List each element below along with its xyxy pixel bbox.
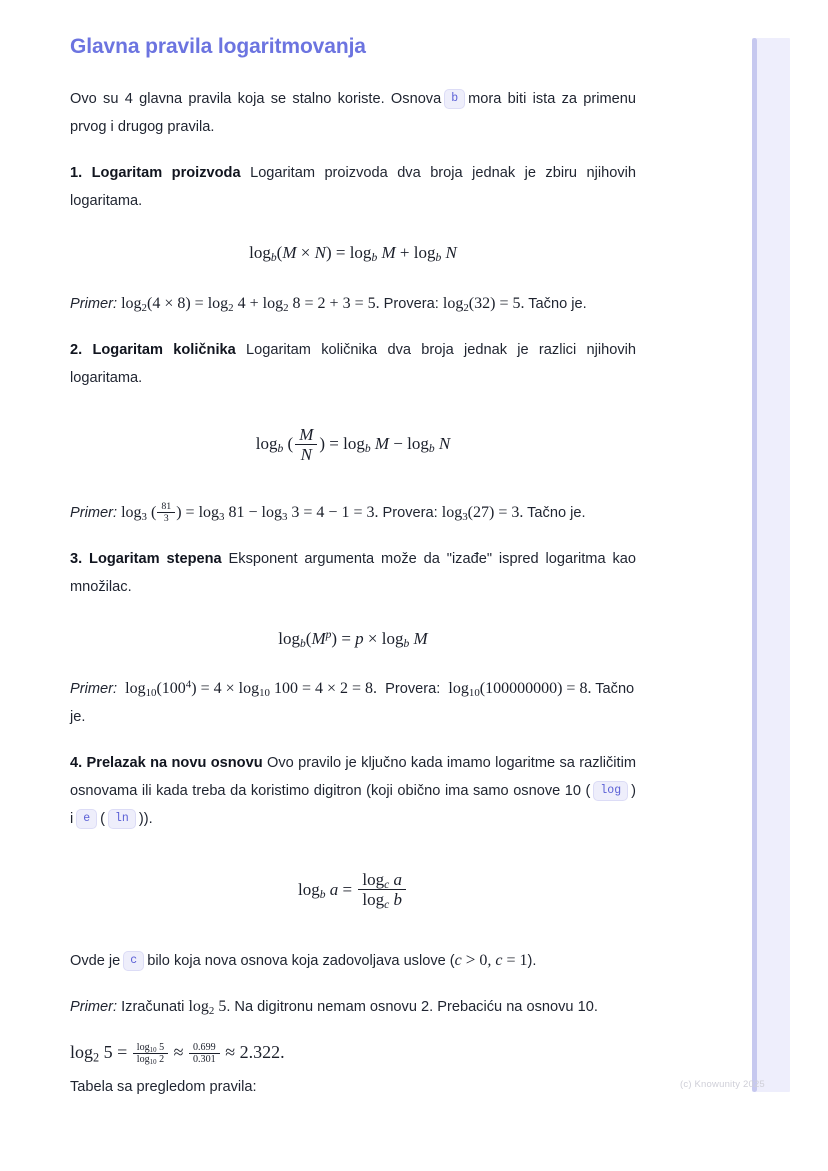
- rule-2-verdict: Tačno je.: [527, 504, 586, 521]
- rule-2-formula-expression: $\log_b$ ( $\frac{M}{N}$ ) = $\log_b M - \log_b N$: [255, 424, 451, 464]
- rule-3-provera-math: $\log_{10}(100000000) = 8$.: [448, 680, 592, 700]
- rule-3-example: [70, 675, 636, 731]
- rule-2-provera-math: $\log_3(27) = 3$.: [441, 503, 524, 523]
- page-title: Glavna pravila logaritmovanja: [70, 35, 366, 58]
- code-chip-log[interactable]: log: [593, 781, 628, 801]
- final-example-math: $\log_2 5$: [188, 998, 227, 1018]
- rule-4-description-part1: Ovo pravilo je ključno kada imamo logaritme sa različitim osnovama ili kada treba da koristimo digitron (koji obično ima samo osnove 10 (: [70, 755, 636, 800]
- final-calc-math: $\log_2 5$ = $\frac{\log_{10} 5}{\log_{10} 2}$ ≈ $\frac{0.699}{0.301}$ ≈ 2.322.: [70, 1041, 285, 1067]
- rule-4-formula: [70, 871, 636, 910]
- final-example-label: Primer:: [70, 999, 118, 1016]
- code-chip-e[interactable]: e: [76, 809, 97, 829]
- rule-3-example-label: Primer:: [70, 681, 118, 698]
- intro-text-after: mora biti ista za primenu prvog i drugog pravila.: [70, 91, 636, 136]
- base-note-paragraph: Ovde je c bilo koja nova osnova koja zadovoljava uslove (c > 0, c = 1).: [70, 950, 537, 970]
- table-intro-text: Tabela sa pregledom pravila:: [70, 1079, 257, 1096]
- final-example-after: . Na digitronu nemam osnovu 2. Prebaciću na osnovu 10.: [226, 999, 598, 1016]
- final-example-before: Izračunati: [121, 999, 185, 1016]
- watermark: (c) Knowunity 2025: [680, 1079, 765, 1090]
- rule-2-description: Logaritam količnika dva broja jednak je razlici njihovih logaritama.: [70, 341, 636, 386]
- rule-4-paragraph: [70, 749, 636, 833]
- rule-4-title: 4. Prelazak na novu osnovu: [70, 755, 263, 772]
- rule-1-title: 1. Logaritam proizvoda: [70, 165, 241, 182]
- rule-3-formula: [70, 627, 636, 650]
- rule-3-title: 3. Logaritam stepena: [70, 550, 222, 567]
- rule-2-title: 2. Logaritam količnika: [70, 341, 236, 358]
- rule-2-example-math: $\log_3$ ( $\frac{81}{3}$ ) = $\log_3 81 - \log_3 3 = 4 - 1 = 3$.: [121, 500, 379, 525]
- rule-1-provera-math: $\log_2(32) = 5$.: [442, 294, 525, 314]
- code-chip-ln[interactable]: ln: [108, 809, 136, 829]
- rule-2-example: [70, 499, 636, 527]
- scrollbar-thumb[interactable]: [752, 38, 757, 1092]
- intro-paragraph: [70, 85, 636, 141]
- intro-text-before: Ovo su 4 glavna pravila koja se stalno koriste. Osnova: [70, 91, 442, 108]
- base-note-before: Ovde je: [70, 953, 121, 970]
- scrollbar-track[interactable]: [752, 38, 790, 1092]
- rule-1-provera-label: Provera:: [383, 295, 439, 312]
- rule-1-example: [70, 290, 636, 318]
- rule-1-formula-expression: $\log_b(M \times N) = \log_b M + \log_b N$: [249, 243, 457, 265]
- rule-2-example-label: Primer:: [70, 504, 118, 521]
- rule-1-description: Logaritam proizvoda dva broja jednak je zbiru njihovih logaritama.: [70, 165, 637, 210]
- code-chip-c[interactable]: c: [123, 951, 144, 971]
- rule-3-example-math: $\log_{10}(100^4) = 4 \times \log_{10} 100 = 4 \times 2 = 8$.: [125, 678, 378, 700]
- rule-2-formula: [70, 426, 636, 465]
- rule-1-example-math: $\log_2(4 \times 8) = \log_2 4 + \log_2 8 = 2 + 3 = 5$.: [121, 294, 380, 314]
- rule-1-formula: [70, 241, 636, 264]
- rule-4-description-part3: (: [100, 811, 106, 828]
- rule-1-example-label: Primer:: [70, 295, 118, 312]
- rule-3-verdict: Tačno je.: [70, 681, 635, 726]
- rule-3-description: Eksponent argumenta može da "izađe" ispred logaritma kao množilac.: [70, 550, 636, 595]
- rule-4-description-part2: ) i: [70, 783, 636, 828]
- rule-1-verdict: Tačno je.: [528, 295, 587, 312]
- rule-3-formula-expression: $\log_b(M^p) = p \times \log_b M$: [278, 627, 428, 650]
- rule-1-paragraph: [70, 159, 636, 215]
- rule-2-paragraph: [70, 336, 636, 392]
- final-calc-paragraph: [70, 1039, 636, 1067]
- rule-4-description-part4: )).: [138, 811, 153, 828]
- article-content: [70, 34, 636, 1101]
- base-note-condition: c > 0, c = 1: [454, 950, 528, 970]
- rule-2-provera-label: Provera:: [382, 504, 438, 521]
- rule-3-paragraph: [70, 545, 636, 601]
- code-chip-b[interactable]: b: [444, 89, 465, 109]
- final-example-paragraph: [70, 993, 636, 1021]
- rule-4-formula-expression: $\log_b a$ = $\frac{\log_c a}{\log_c b}$: [298, 880, 408, 899]
- rule-3-provera-label: Provera:: [385, 681, 441, 698]
